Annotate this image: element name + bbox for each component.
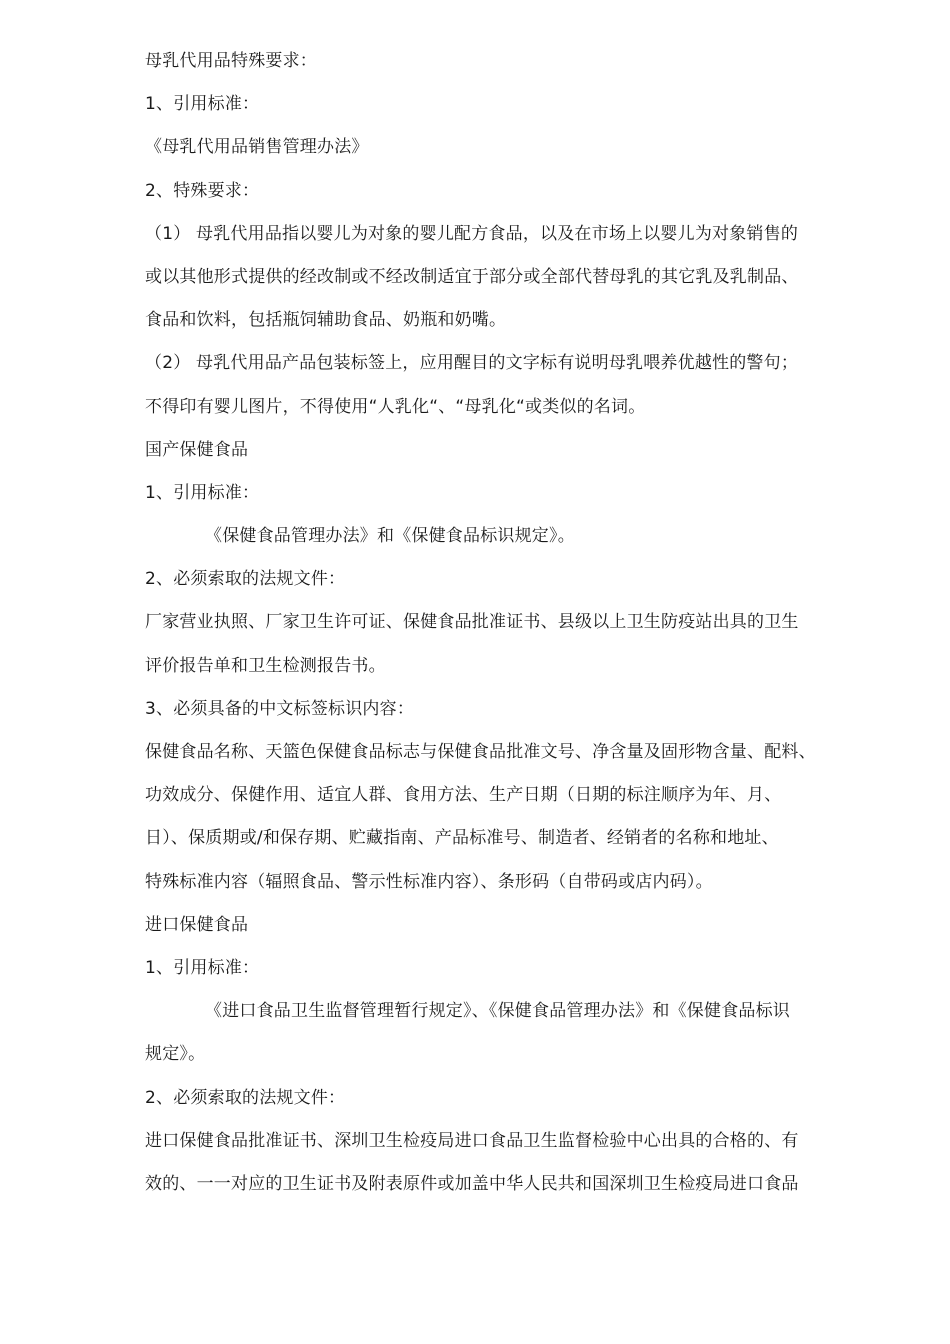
paragraph-line: （1） 母乳代用品指以婴儿为对象的婴儿配方食品，以及在市场上以婴儿为对象销售的 — [145, 223, 799, 244]
paragraph-line: 保健食品名称、天篮色保健食品标志与保健食品批准文号、净含量及固形物含量、配料、 — [145, 742, 816, 762]
item-required-documents: 2、必须索取的法规文件： — [145, 1087, 346, 1108]
item-label-content: 3、必须具备的中文标签标识内容： — [145, 698, 415, 719]
item-reference-standard: 1、引用标准： — [145, 94, 260, 115]
paragraph-line: 特殊标准内容（辐照食品、警示性标准内容）、条形码（自带码或店内码）。 — [145, 871, 713, 892]
paragraph-line: （2） 母乳代用品产品包装标签上，应用醒目的文字标有说明母乳喂养优越性的警句； — [145, 353, 799, 374]
item-reference-standard: 1、引用标准： — [145, 957, 260, 978]
paragraph-line: 不得印有婴儿图片，不得使用“人乳化“、“母乳化“或类似的名词。 — [145, 396, 646, 417]
paragraph-line: 评价报告单和卫生检测报告书。 — [145, 655, 386, 676]
paragraph-line: 或以其他形式提供的经改制或不经改制适宜于部分或全部代替母乳的其它乳及乳制品、 — [145, 266, 799, 287]
paragraph-line: 功效成分、保健作用、适宜人群、食用方法、生产日期（日期的标注顺序为年、月、 — [145, 785, 782, 806]
document-body — [145, 40, 890, 1206]
paragraph-line: 进口保健食品批准证书、深圳卫生检疫局进口食品卫生监督检验中心出具的合格的、有 — [145, 1130, 799, 1151]
item-special-requirements: 2、特殊要求： — [145, 180, 260, 201]
paragraph-line: 厂家营业执照、厂家卫生许可证、保健食品批准证书、县级以上卫生防疫站出具的卫生 — [145, 612, 799, 633]
reference-text: 《母乳代用品销售管理办法》 — [145, 137, 369, 158]
section-heading-domestic-health-food: 国产保健食品 — [145, 439, 249, 460]
reference-text: 规定》。 — [145, 1044, 206, 1065]
reference-text: 《进口食品卫生监督管理暂行规定》、《保健食品管理办法》和《保健食品标识 — [205, 1001, 790, 1022]
item-required-documents: 2、必须索取的法规文件： — [145, 569, 346, 590]
paragraph-line: 效的、一一对应的卫生证书及附表原件或加盖中华人民共和国深圳卫生检疫局进口食品 — [145, 1173, 799, 1194]
section-heading-breastmilk-substitute: 母乳代用品特殊要求： — [145, 51, 317, 71]
paragraph-line: 食品和饮料，包括瓶饲辅助食品、奶瓶和奶嘴。 — [145, 310, 507, 331]
reference-text: 《保健食品管理办法》和《保健食品标识规定》。 — [205, 526, 575, 547]
item-reference-standard: 1、引用标准： — [145, 482, 260, 503]
section-heading-imported-health-food: 进口保健食品 — [145, 914, 249, 935]
paragraph-line: 日）、保质期或/和保存期、贮藏指南、产品标准号、制造者、经销者的名称和地址、 — [145, 828, 779, 849]
